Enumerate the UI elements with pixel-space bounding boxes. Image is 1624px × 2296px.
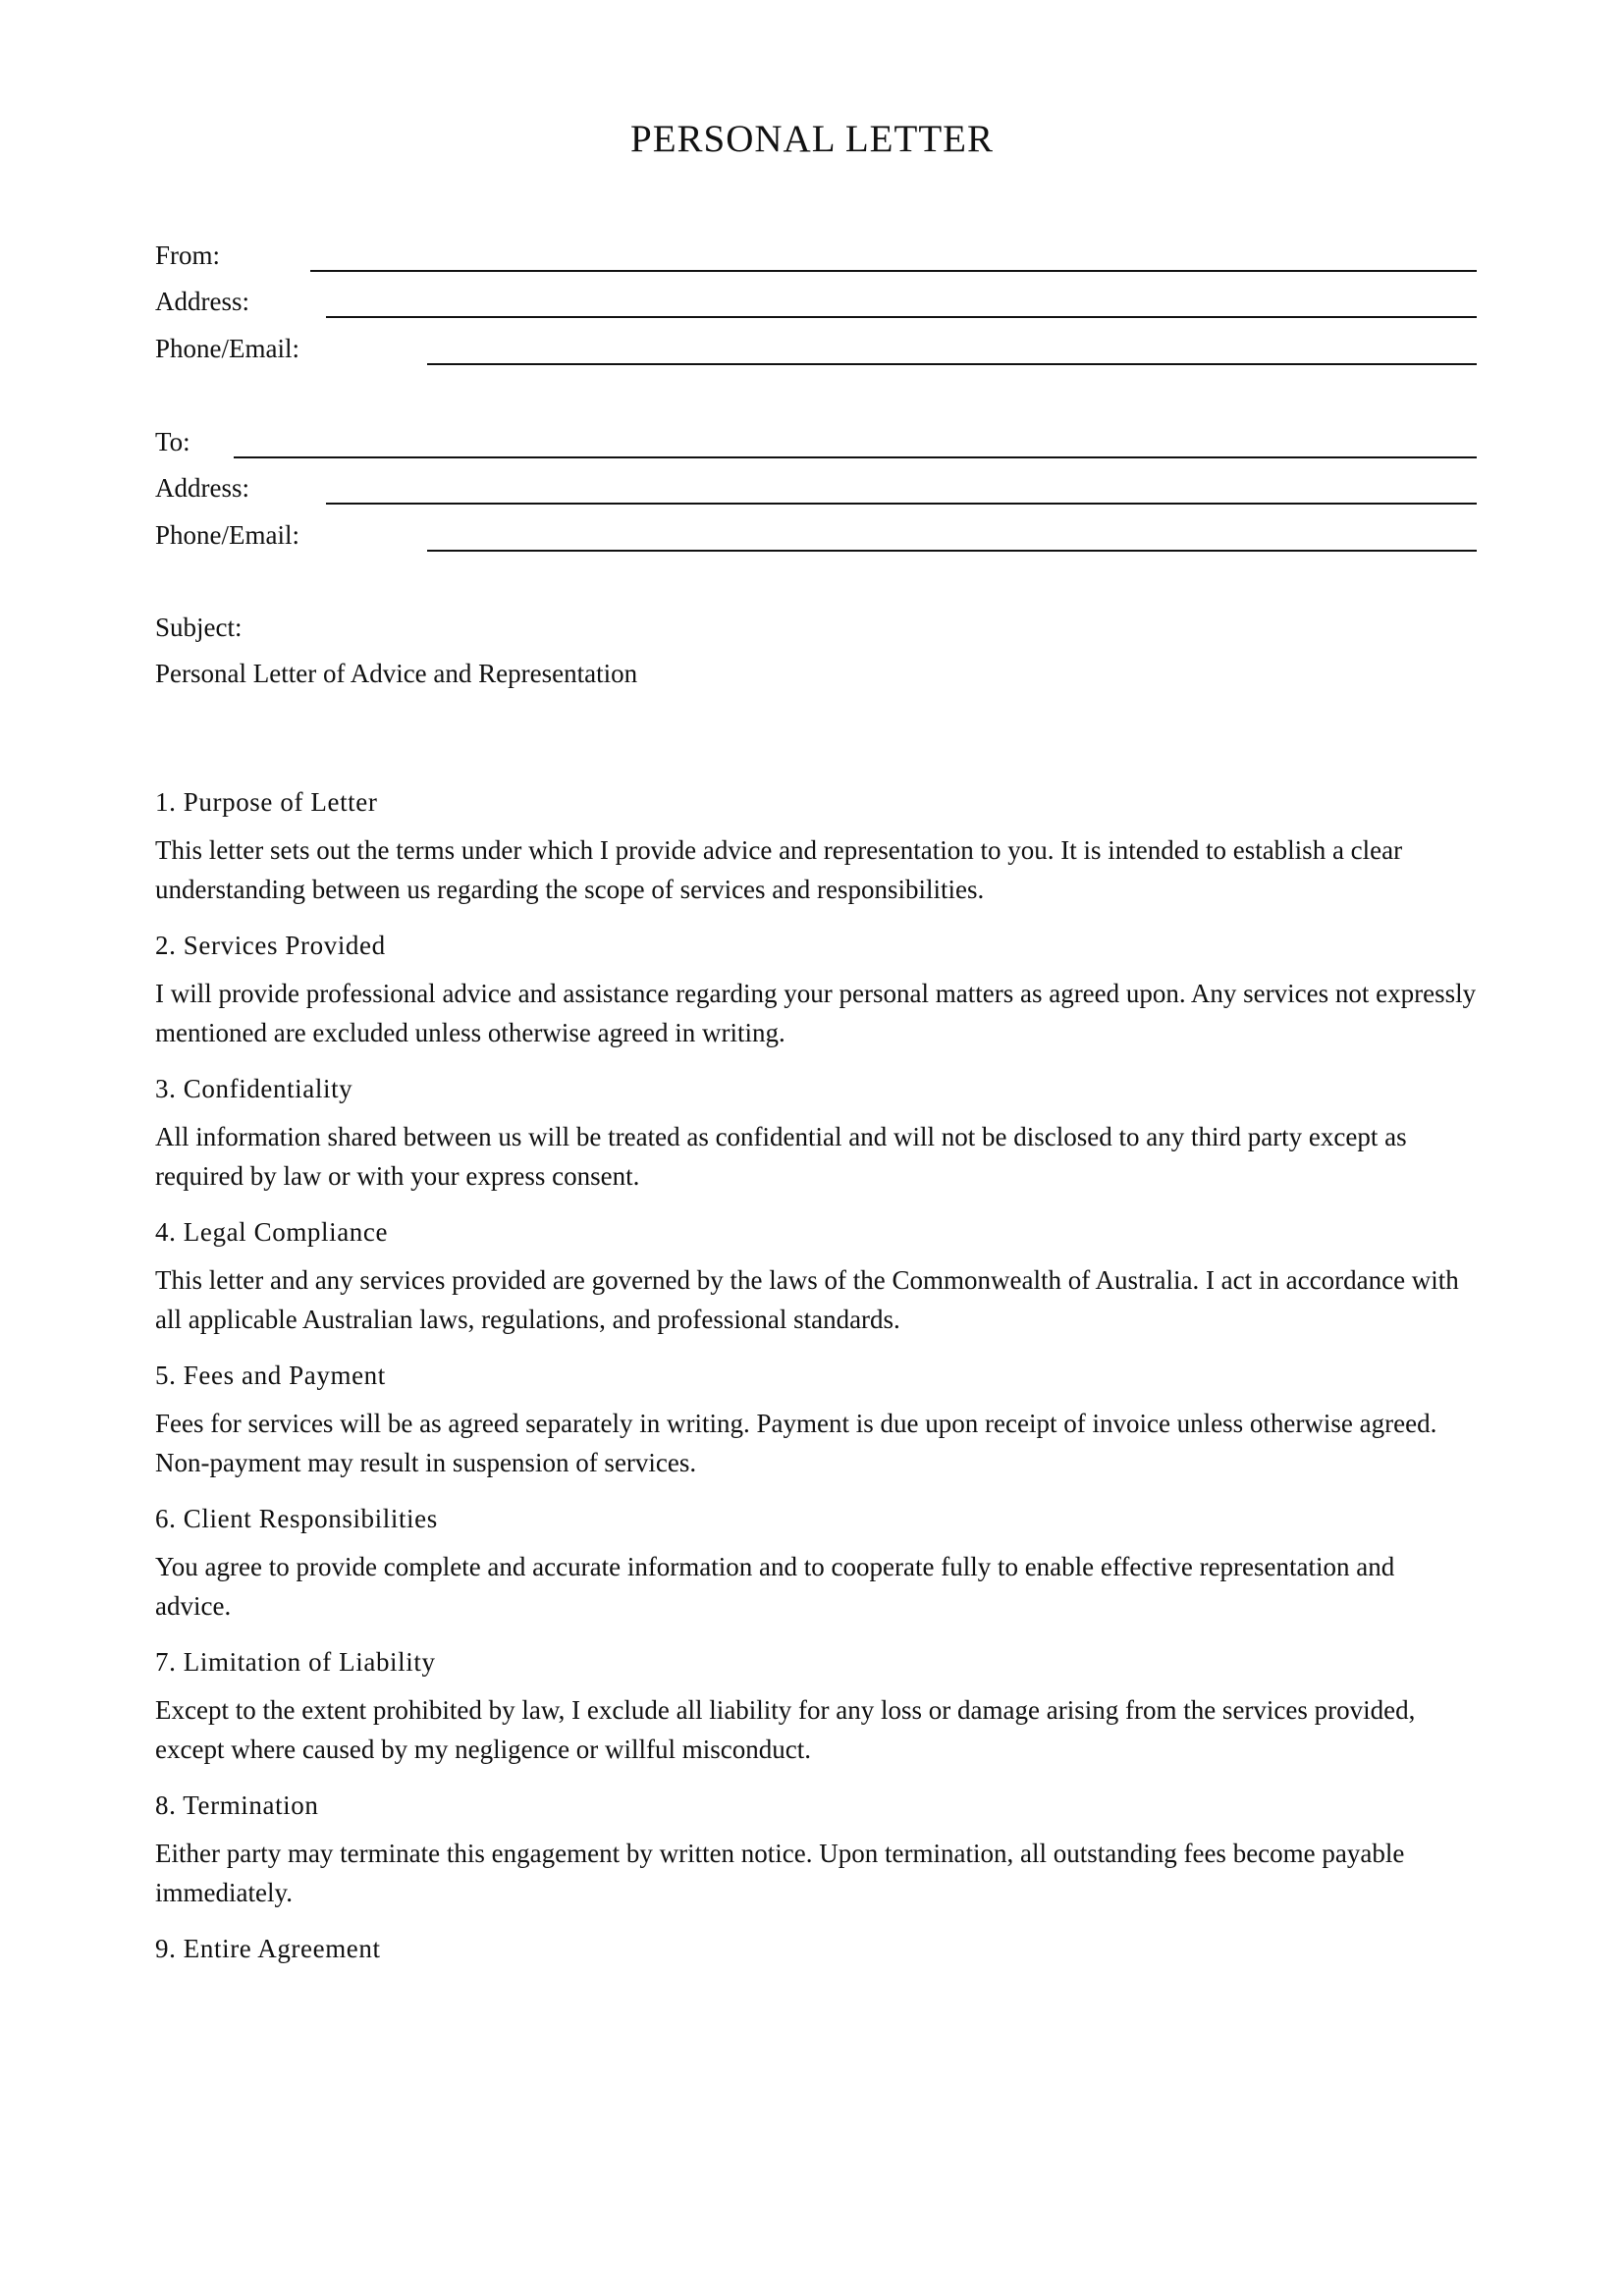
section-legal-compliance [155, 1215, 1477, 1339]
to-contact-field[interactable] [427, 550, 1477, 552]
from-field[interactable] [310, 270, 1477, 272]
section-services [155, 929, 1477, 1052]
section-heading: 8. Termination [155, 1790, 319, 1820]
section-body: I will provide professional advice and assistance regarding your personal matters as agreed upon. Any services not expressly mentioned are excluded unless otherwise agreed in writing. [155, 979, 1477, 1047]
section-body: Either party may terminate this engagement by written notice. Upon termination, all outstanding fees become payable immediately. [155, 1839, 1405, 1907]
to-contact-label: Phone/Email: [155, 520, 299, 550]
to-address-field[interactable] [326, 503, 1477, 505]
section-heading: 6. Client Responsibilities [155, 1504, 438, 1533]
section-body: This letter sets out the terms under which I provide advice and representation to you. It is intended to establish a clear understanding between us regarding the scope of services and responsibilities. [155, 835, 1403, 904]
section-body: Except to the extent prohibited by law, I exclude all liability for any loss or damage arising from the services provided, except where caused by my negligence or willful misconduct. [155, 1695, 1416, 1764]
subject-label: Subject: [155, 613, 243, 642]
to-address-label: Address: [155, 473, 249, 503]
to-label: To: [155, 427, 190, 456]
section-termination [155, 1789, 1477, 1912]
subject-block [155, 611, 1477, 690]
section-client-responsibilities [155, 1502, 1477, 1626]
to-field[interactable] [234, 456, 1477, 458]
from-address-field[interactable] [326, 316, 1477, 318]
section-entire-agreement [155, 1932, 1477, 1965]
from-contact-label: Phone/Email: [155, 334, 299, 363]
section-heading: 7. Limitation of Liability [155, 1647, 436, 1677]
section-heading: 1. Purpose of Letter [155, 787, 378, 817]
section-heading: 2. Services Provided [155, 931, 386, 960]
from-label: From: [155, 240, 221, 270]
section-heading: 9. Entire Agreement [155, 1934, 381, 1963]
from-contact-field[interactable] [427, 363, 1477, 365]
section-body: All information shared between us will be treated as confidential and will not be disclosed to any third party except as required by law or with your express consent. [155, 1122, 1407, 1191]
terms-sections [155, 785, 1477, 1985]
section-confidentiality [155, 1072, 1477, 1196]
section-body: Fees for services will be as agreed separately in writing. Payment is due upon receipt of invoice unless otherwise agreed. Non-payment may result in suspension of services. [155, 1409, 1437, 1477]
section-fees [155, 1359, 1477, 1482]
section-body: This letter and any services provided are governed by the laws of the Commonwealth of Australia. I act in accordance with all applicable Australian laws, regulations, and professional standards. [155, 1265, 1459, 1334]
page-title: PERSONAL LETTER [630, 118, 994, 160]
section-heading: 4. Legal Compliance [155, 1217, 389, 1247]
section-liability [155, 1645, 1477, 1769]
section-purpose [155, 785, 1477, 909]
section-heading: 3. Confidentiality [155, 1074, 353, 1103]
subject-text: Personal Letter of Advice and Representation [155, 659, 638, 688]
section-body: You agree to provide complete and accurate information and to cooperate fully to enable effective representation and advice. [155, 1552, 1395, 1621]
from-address-label: Address: [155, 287, 249, 316]
section-heading: 5. Fees and Payment [155, 1361, 386, 1390]
